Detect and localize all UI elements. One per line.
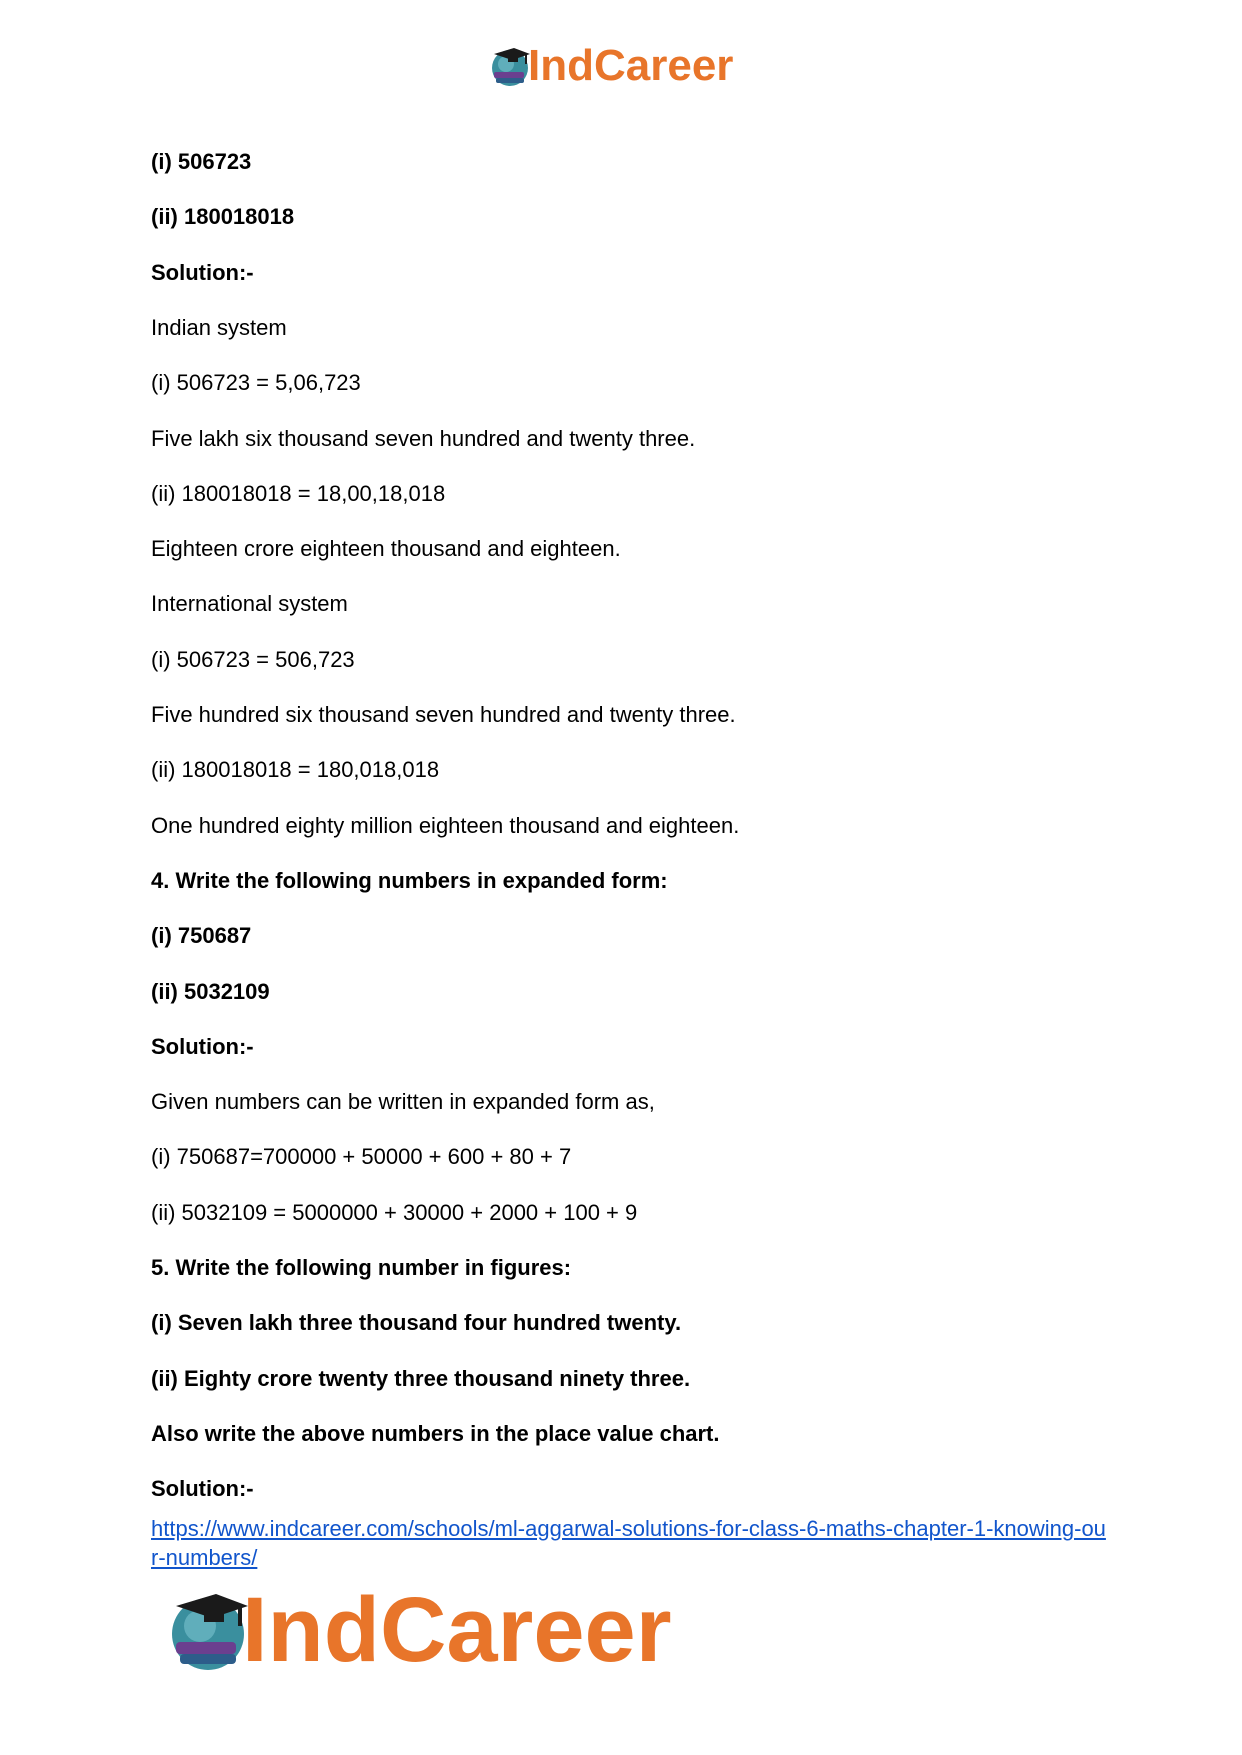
text-line: (i) 750687: [151, 923, 252, 948]
question-heading: 4. Write the following numbers in expanded form:: [151, 868, 668, 893]
text-line: Indian system: [151, 315, 287, 340]
text-line: Given numbers can be written in expanded form as,: [151, 1089, 655, 1114]
solution-heading: Solution:-: [151, 1034, 254, 1059]
text-line: (i) 506723 = 5,06,723: [151, 370, 361, 395]
text-line: Eighteen crore eighteen thousand and eighteen.: [151, 536, 621, 561]
solution-heading: Solution:-: [151, 1476, 254, 1501]
text-line: (ii) 180018018 = 180,018,018: [151, 757, 440, 782]
text-line: (i) 750687=700000 + 50000 + 600 + 80 + 7: [151, 1144, 572, 1169]
text-line: (ii) Eighty crore twenty three thousand ninety three.: [151, 1366, 691, 1391]
header-logo: [486, 40, 733, 92]
text-line: (ii) 180018018: [151, 204, 295, 229]
graduation-cap-globe-books-icon: [486, 42, 534, 90]
brand-name: IndCareer: [528, 41, 734, 90]
text-line: International system: [151, 591, 348, 616]
brand-name: IndCareer: [242, 1578, 672, 1681]
text-line: Also write the above numbers in the place value chart.: [151, 1421, 720, 1446]
text-line: (i) 506723 = 506,723: [151, 647, 355, 672]
footer-logo: [160, 1580, 672, 1680]
text-line: (i) Seven lakh three thousand four hundred twenty.: [151, 1310, 682, 1335]
text-line: One hundred eighty million eighteen thousand and eighteen.: [151, 813, 740, 838]
text-line: (i) 506723: [151, 149, 252, 174]
solution-heading: Solution:-: [151, 260, 254, 285]
question-heading: 5. Write the following number in figures:: [151, 1255, 572, 1280]
text-line: (ii) 180018018 = 18,00,18,018: [151, 481, 446, 506]
text-line: (ii) 5032109 = 5000000 + 30000 + 2000 + 100 + 9: [151, 1200, 638, 1225]
source-link[interactable]: https://www.indcareer.com/schools/ml-aggarwal-solutions-for-class-6-maths-chapter-1-knowing-our-numbers/: [151, 1516, 1106, 1570]
text-line: Five lakh six thousand seven hundred and twenty three.: [151, 426, 696, 451]
text-line: Five hundred six thousand seven hundred and twenty three.: [151, 702, 736, 727]
text-line: (ii) 5032109: [151, 979, 270, 1004]
